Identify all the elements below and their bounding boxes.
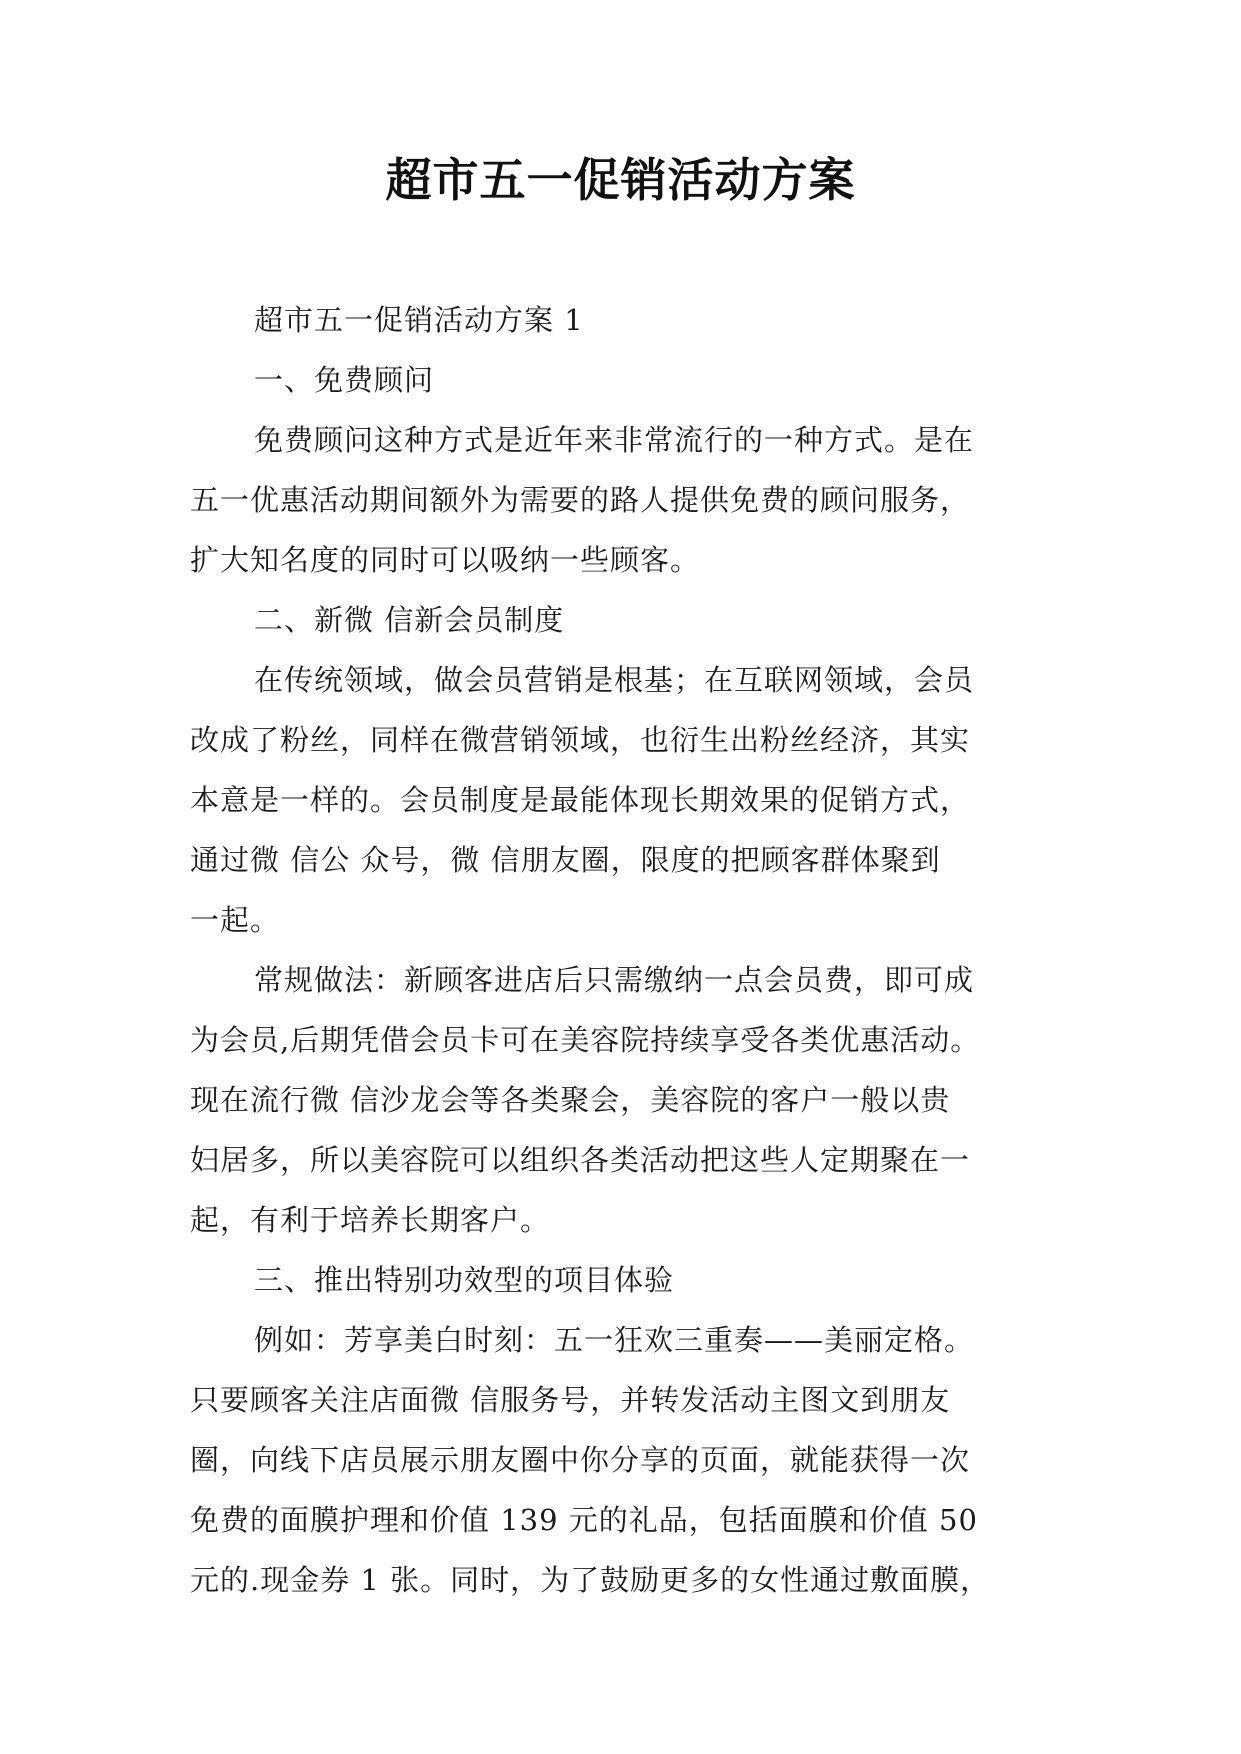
paragraph-line: 起，有利于培养长期客户。	[190, 1203, 551, 1237]
paragraph-line: 元的.现金券 1 张。同时，为了鼓励更多的女性通过敷面膜，	[190, 1563, 991, 1597]
paragraph-line: 一起。	[190, 903, 281, 937]
subheading: 三、推出特别功效型的项目体验	[254, 1263, 675, 1297]
subheading: 一、免费顾问	[254, 363, 435, 397]
subheading: 二、新微 信新会员制度	[254, 603, 565, 637]
paragraph-line: 为会员,后期凭借会员卡可在美容院持续享受各类优惠活动。	[190, 1023, 981, 1057]
paragraph-line: 免费顾问这种方式是近年来非常流行的一种方式。是在	[254, 423, 975, 457]
paragraph-line: 五一优惠活动期间额外为需要的路人提供免费的顾问服务，	[190, 483, 971, 517]
paragraph-line: 妇居多，所以美容院可以组织各类活动把这些人定期聚在一	[190, 1143, 971, 1177]
paragraph-line: 在传统领域，做会员营销是根基；在互联网领域，会员	[254, 663, 975, 697]
paragraph-line: 通过微 信公 众号，微 信朋友圈，限度的把顾客群体聚到	[190, 843, 941, 877]
paragraph-line: 扩大知名度的同时可以吸纳一些顾客。	[190, 543, 701, 577]
paragraph-line: 改成了粉丝，同样在微营销领域，也衍生出粉丝经济，其实	[190, 723, 971, 757]
paragraph-line: 免费的面膜护理和价值 139 元的礼品，包括面膜和价值 50	[190, 1503, 978, 1537]
paragraph-line: 只要顾客关注店面微 信服务号，并转发活动主图文到朋友	[190, 1383, 951, 1417]
document-body	[190, 290, 1052, 1610]
section-heading: 超市五一促销活动方案 1	[254, 303, 584, 337]
paragraph-line: 现在流行微 信沙龙会等各类聚会，美容院的客户一般以贵	[190, 1083, 951, 1117]
document-title: 超市五一促销活动方案	[385, 153, 856, 207]
paragraph-line: 圈，向线下店员展示朋友圈中你分享的页面，就能获得一次	[190, 1443, 971, 1477]
paragraph-line: 本意是一样的。会员制度是最能体现长期效果的促销方式，	[190, 783, 971, 817]
paragraph-line: 常规做法：新顾客进店后只需缴纳一点会员费，即可成	[254, 963, 975, 997]
paragraph-line: 例如：芳享美白时刻：五一狂欢三重奏——美丽定格。	[254, 1323, 975, 1357]
